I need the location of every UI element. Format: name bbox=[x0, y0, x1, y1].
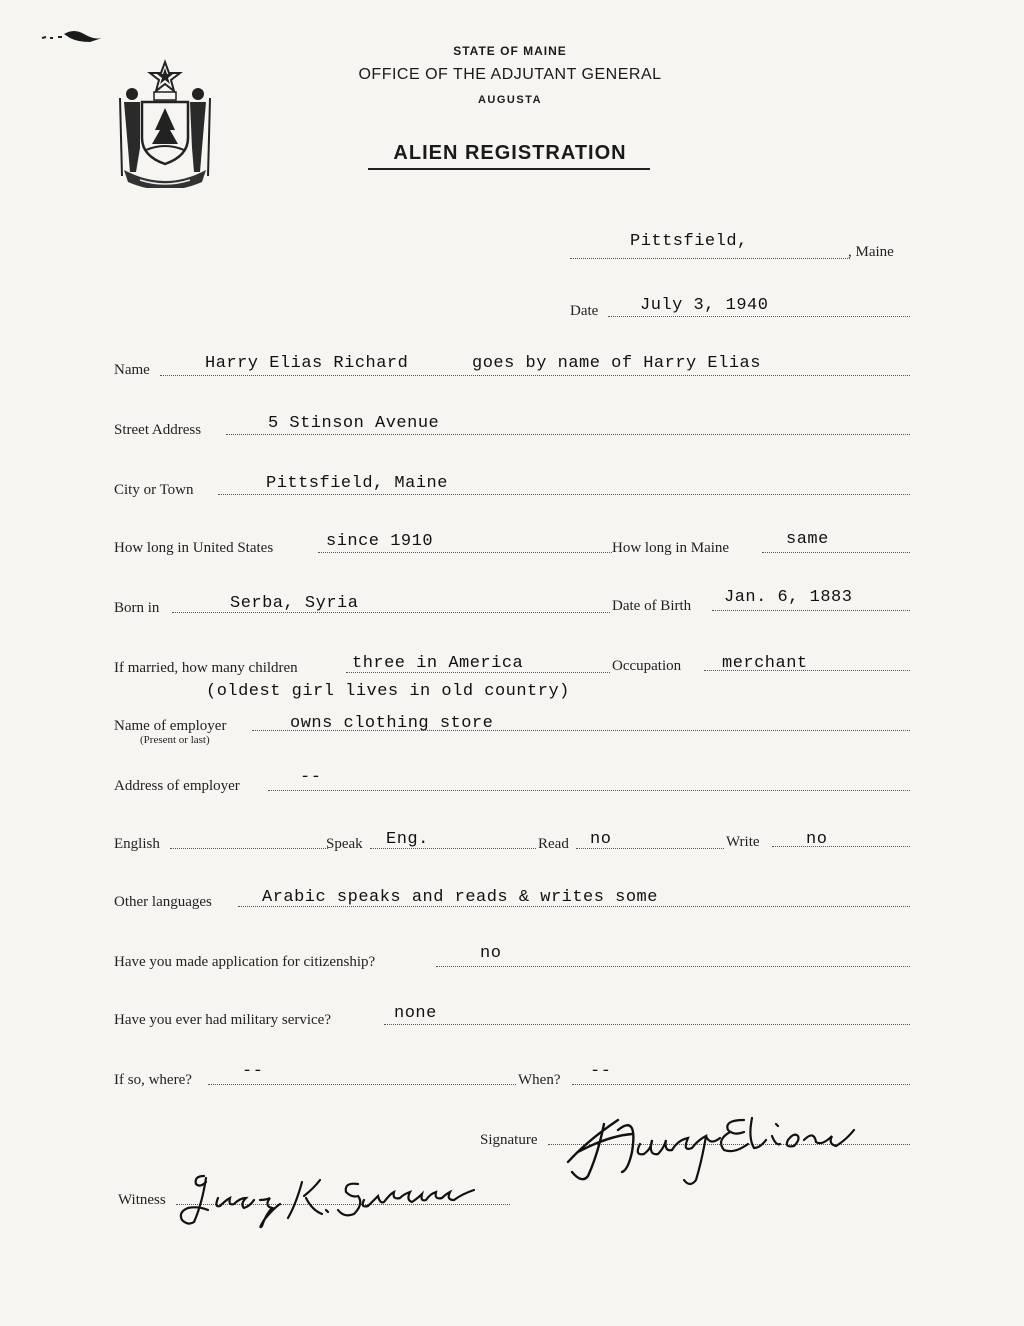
us-duration-label: How long in United States bbox=[114, 540, 274, 556]
date-value: July 3, 1940 bbox=[640, 296, 769, 315]
city-heading: AUGUSTA bbox=[477, 94, 543, 106]
english-speak-label: Speak bbox=[326, 836, 363, 852]
born-value: Serba, Syria bbox=[230, 594, 359, 613]
military-label: Have you ever had military service? bbox=[114, 1012, 331, 1028]
ink-speck bbox=[40, 26, 110, 46]
where-value: -- bbox=[242, 1062, 264, 1081]
children-value: three in America bbox=[352, 654, 524, 673]
citizenship-label: Have you made application for citizenship? bbox=[114, 954, 376, 970]
dob-dotted-line bbox=[712, 610, 910, 611]
location-town-value: Pittsfield, bbox=[630, 232, 748, 251]
date-label: Date bbox=[570, 303, 599, 319]
english-speak-value: Eng. bbox=[386, 830, 429, 849]
maine-duration-dotted-line bbox=[762, 552, 910, 553]
location-dotted-line bbox=[570, 258, 850, 259]
when-label: When? bbox=[518, 1072, 561, 1088]
employer-sublabel: (Present or last) bbox=[140, 734, 210, 746]
location-state-label: , Maine bbox=[848, 244, 894, 260]
where-label: If so, where? bbox=[114, 1072, 192, 1088]
citizenship-value: no bbox=[480, 944, 502, 963]
employer-address-value: -- bbox=[300, 768, 322, 787]
us-duration-dotted-line bbox=[318, 552, 612, 553]
children-note: (oldest girl lives in old country) bbox=[206, 682, 570, 701]
other-languages-label: Other languages bbox=[114, 894, 212, 910]
street-label: Street Address bbox=[114, 422, 202, 438]
street-value: 5 Stinson Avenue bbox=[268, 414, 440, 433]
title-underline bbox=[368, 168, 650, 170]
name-alias-value: goes by name of Harry Elias bbox=[472, 354, 761, 373]
employer-address-label: Address of employer bbox=[114, 778, 240, 794]
form-title: ALIEN REGISTRATION bbox=[393, 142, 627, 164]
employer-label: Name of employer bbox=[114, 718, 227, 734]
office-heading: OFFICE OF THE ADJUTANT GENERAL bbox=[358, 66, 662, 83]
english-label: English bbox=[114, 836, 160, 852]
maine-duration-value: same bbox=[786, 530, 829, 549]
military-dotted-line bbox=[384, 1024, 910, 1025]
english-read-value: no bbox=[590, 830, 612, 849]
when-dotted-line bbox=[572, 1084, 910, 1085]
born-label: Born in bbox=[114, 600, 160, 616]
street-dotted-line bbox=[226, 434, 910, 435]
witness-handwriting bbox=[174, 1164, 494, 1234]
english-read-label: Read bbox=[538, 836, 569, 852]
when-value: -- bbox=[590, 1062, 612, 1081]
children-label: If married, how many children bbox=[114, 660, 298, 676]
occupation-label: Occupation bbox=[612, 658, 682, 674]
employer-address-dotted-line bbox=[268, 790, 910, 791]
witness-label: Witness bbox=[118, 1192, 166, 1208]
english-dotted-line bbox=[170, 848, 328, 849]
where-dotted-line bbox=[208, 1084, 516, 1085]
name-label: Name bbox=[114, 362, 150, 378]
employer-value: owns clothing store bbox=[290, 714, 494, 733]
city-label: City or Town bbox=[114, 482, 194, 498]
english-write-value: no bbox=[806, 830, 828, 849]
name-value: Harry Elias Richard bbox=[205, 354, 409, 373]
city-dotted-line bbox=[218, 494, 910, 495]
state-heading: STATE OF MAINE bbox=[453, 44, 567, 58]
signature-label: Signature bbox=[480, 1132, 538, 1148]
maine-state-seal-icon bbox=[110, 58, 220, 188]
english-write-label: Write bbox=[726, 834, 760, 850]
date-dotted-line bbox=[608, 316, 910, 317]
maine-duration-label: How long in Maine bbox=[612, 540, 730, 556]
military-value: none bbox=[394, 1004, 437, 1023]
signature-handwriting bbox=[548, 1100, 878, 1190]
dob-label: Date of Birth bbox=[612, 598, 692, 614]
us-duration-value: since 1910 bbox=[326, 532, 434, 551]
english-write-dotted-line bbox=[772, 846, 910, 847]
occupation-value: merchant bbox=[722, 654, 808, 673]
citizenship-dotted-line bbox=[436, 966, 910, 967]
city-value: Pittsfield, Maine bbox=[266, 474, 448, 493]
other-languages-value: Arabic speaks and reads & writes some bbox=[262, 888, 658, 907]
dob-value: Jan. 6, 1883 bbox=[724, 588, 853, 607]
name-dotted-line bbox=[160, 375, 910, 376]
